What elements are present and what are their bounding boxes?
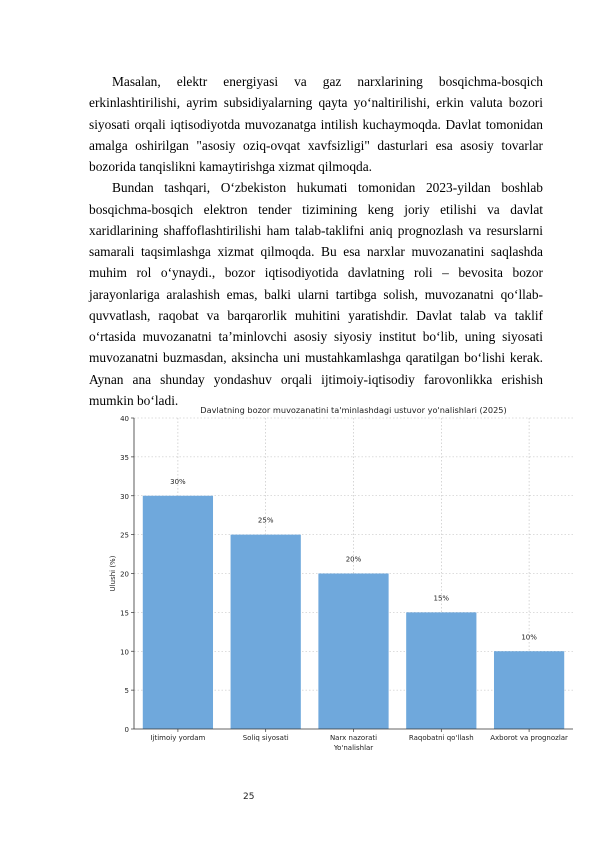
bar	[231, 535, 301, 729]
bar-chart	[103, 402, 575, 757]
y-tick-label: 40	[120, 415, 129, 423]
y-tick-label: 25	[120, 531, 129, 540]
bar	[494, 651, 564, 729]
y-tick-label: 0	[124, 726, 129, 734]
y-tick-label: 5	[124, 687, 129, 696]
x-tick-label: Axborot va prognozlar	[490, 734, 568, 742]
x-tick-label: Raqobatni qo'llash	[408, 734, 474, 742]
x-tick-label: Narx nazorati	[329, 734, 378, 742]
data-label: 10%	[521, 633, 537, 642]
y-tick-label: 30	[120, 492, 129, 501]
bar	[406, 612, 476, 729]
data-label: 30%	[170, 477, 186, 486]
chart-title: Davlatning bozor muvozanatini ta'minlashdagi ustuvor yo'nalishlari (2025)	[200, 405, 507, 415]
x-axis-label: Yo'nalishlar	[333, 744, 374, 752]
paragraph-1: Masalan, elektr energiyasi va gaz narxlarining bosqichma-bosqich erkinlashtirilishi, ayrim subsidiyalarning qayta yo‘naltirilishi, erkin valuta bozori siyosati orqali iqtisodiyotda muvozanatga intilish kuchaymoqda. Davlat tomonidan amalga oshirilgan "asosiy oziq-ovqat xavfsizligi" dasturlari esa asosiy tovarlar bozorida tanqislikni kamaytirishga xizmat qilmoqda.	[89, 74, 543, 174]
bar-chart-svg	[103, 402, 575, 757]
y-tick-label: 15	[120, 609, 129, 618]
y-tick-label: 10	[120, 648, 129, 657]
bar	[318, 574, 388, 730]
paragraph-2: Bundan tashqari, O‘zbekiston hukumati tomonidan 2023-yildan boshlab bosqichma-bosqich elektron tender tizimining keng joriy etilishi va davlat xaridlarining shaffoflashtirilishi ham talab-taklifni aniq prognozlash va resurslarni samarali taqsimlashga xizmat qilmoqda. Bu esa narxlar muvozanatini saqlashda muhim rol o‘ynaydi., bozor iqtisodiyotida davlatning roli – bevosita bozor jarayonlariga aralashish emas, balki ularni tartibga solish, muvozanatni qo‘llab-quvvatlash, raqobat va barqarorlik muhitini yaratishdir. Davlat talab va taklif o‘rtasida muvozanatni ta’minlovchi asosiy siyosiy institut bo‘lib, uning siyosati muvozanatni buzmasdan, aksincha uni mustahkamlashga qaratilgan bo‘lishi kerak. Aynan ana shunday yondashuv orqali ijtimoiy-iqtisodiy farovonlikka erishish mumkin bo‘ladi.	[89, 180, 543, 408]
data-label: 15%	[433, 594, 450, 603]
bar	[143, 496, 213, 729]
x-tick-label: Soliq siyosati	[242, 734, 289, 742]
body-text	[89, 71, 543, 411]
data-label: 20%	[345, 555, 362, 564]
y-tick-label: 35	[120, 453, 129, 462]
y-tick-label: 20	[120, 570, 129, 579]
y-axis-label: Ulushi (%)	[109, 555, 117, 592]
x-tick-label: Ijtimoiy yordam	[150, 734, 206, 742]
page-number: 25	[243, 792, 255, 802]
data-label: 25%	[257, 516, 274, 525]
